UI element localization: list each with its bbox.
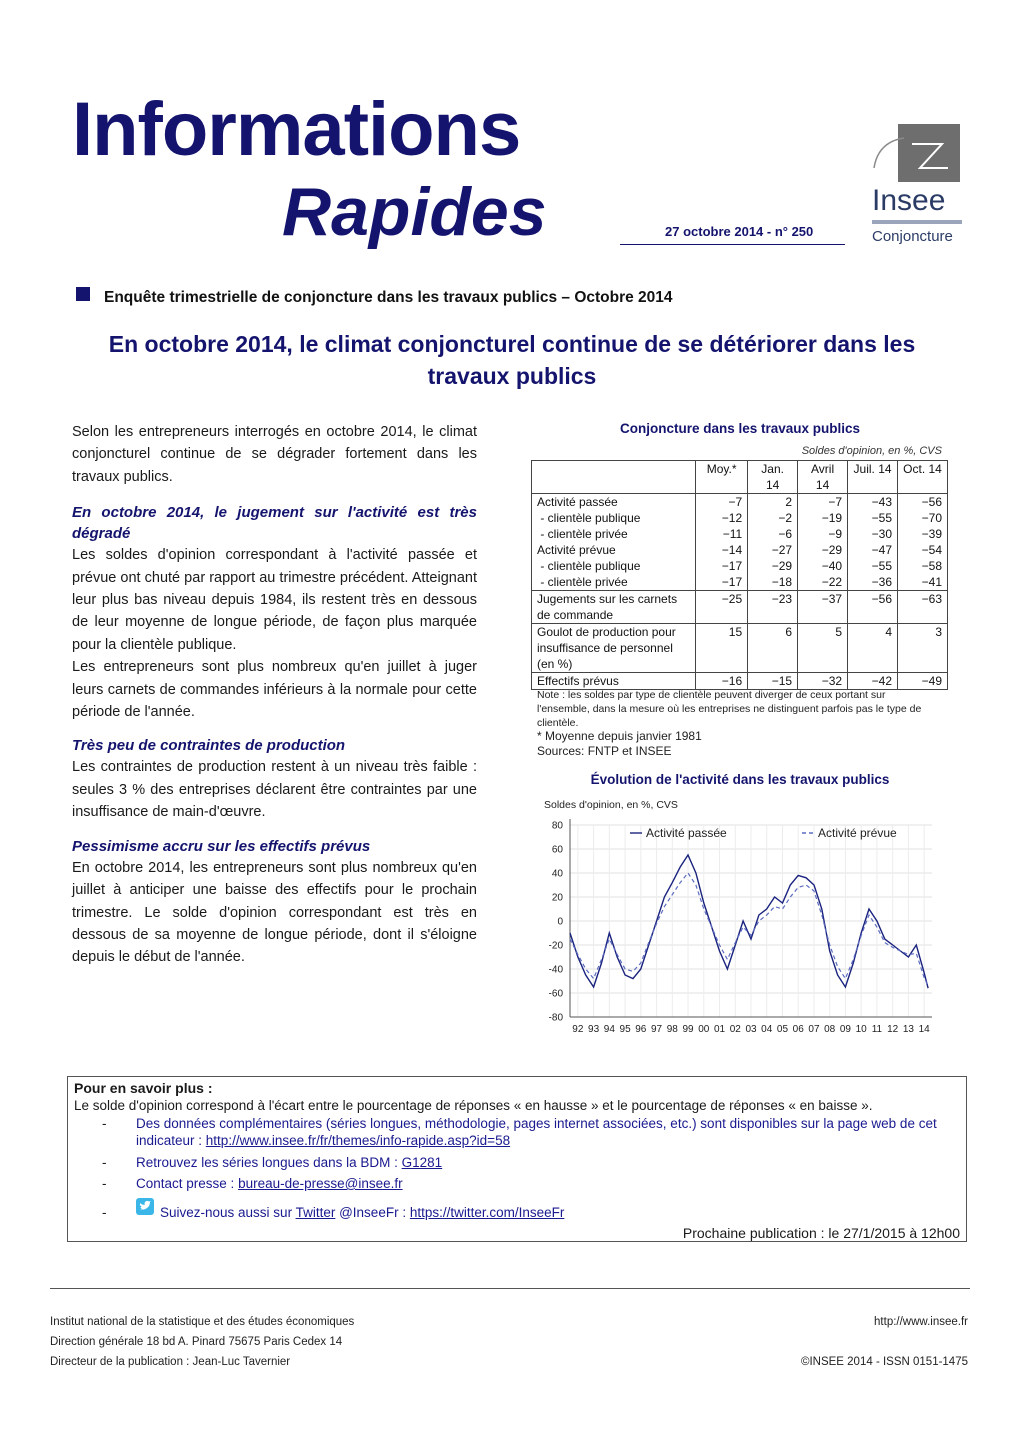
chart-y-tick-label: 0 bbox=[557, 916, 563, 928]
section-paragraph: Les contraintes de production restent à un niveau très faible : seules 3 % des entreprises déclarent être contraintes par une insuffisance de main-d'œuvre. bbox=[72, 759, 477, 821]
table-row-label: - clientèle privée bbox=[532, 574, 696, 591]
chart-x-tick-label: 02 bbox=[729, 1024, 741, 1035]
table-cell: −39 bbox=[898, 526, 948, 542]
chart-y-tick-label: -80 bbox=[548, 1012, 563, 1024]
table-footnote: * Moyenne depuis janvier 1981 bbox=[537, 729, 702, 743]
table-column-header: Avril 14 bbox=[798, 461, 848, 494]
table-cell: −17 bbox=[696, 558, 748, 574]
item-dash: - bbox=[102, 1205, 107, 1220]
table-cell: −58 bbox=[898, 558, 948, 574]
table-cell: 4 bbox=[848, 624, 898, 673]
table-cell: −2 bbox=[748, 510, 798, 526]
item-text: Suivez-nous aussi sur bbox=[160, 1205, 296, 1220]
chart-x-tick-label: 98 bbox=[666, 1024, 678, 1035]
logo-section: Conjoncture bbox=[872, 228, 953, 245]
logo-tagline-bar bbox=[872, 220, 962, 224]
table-cell: −55 bbox=[848, 558, 898, 574]
table-row-label: - clientèle publique bbox=[532, 510, 696, 526]
balance-definition: Le solde d'opinion correspond à l'écart entre le pourcentage de réponses « en hausse » et le pourcentage de réponses « en baisse ». bbox=[74, 1098, 873, 1113]
footer-url-link[interactable]: http://www.insee.fr bbox=[874, 1316, 968, 1328]
intro-paragraph: Selon les entrepreneurs interrogés en octobre 2014, le climat conjoncturel continue de se dégrader fortement dans les travaux publics. bbox=[72, 424, 477, 485]
chart-x-tick-label: 11 bbox=[871, 1024, 883, 1035]
table-row bbox=[532, 673, 948, 690]
table-column-header: Juil. 14 bbox=[848, 461, 898, 494]
chart-y-tick-label: -40 bbox=[548, 964, 563, 976]
table-cell: −12 bbox=[696, 510, 748, 526]
table-cell: 3 bbox=[898, 624, 948, 673]
chart-x-tick-label: 12 bbox=[887, 1024, 899, 1035]
chart-x-tick-label: 03 bbox=[745, 1024, 757, 1035]
table-column-header: Oct. 14 bbox=[898, 461, 948, 494]
table-cell: −32 bbox=[798, 673, 848, 690]
chart-x-tick-label: 08 bbox=[824, 1024, 836, 1035]
table-cell: 15 bbox=[696, 624, 748, 673]
table-cell: −17 bbox=[696, 574, 748, 591]
table-cell: −18 bbox=[748, 574, 798, 591]
survey-line: Enquête trimestrielle de conjoncture dans les travaux publics – Octobre 2014 bbox=[104, 289, 673, 306]
chart-x-tick-label: 10 bbox=[855, 1024, 867, 1035]
table-cell: −55 bbox=[848, 510, 898, 526]
table-row-label: Activité passée bbox=[532, 494, 696, 511]
section-paragraph: Les soldes d'opinion correspondant à l'activité passée et prévue ont chuté par rapport au trimestre précédent. Atteignant leur plus bas niveau depuis 1984, ils restent très en dessous de leur moyenne de longue période, de façon plus marquée pour la clientèle publique. bbox=[72, 547, 477, 653]
masthead-title: Informations bbox=[72, 87, 521, 172]
chart-x-tick-label: 14 bbox=[918, 1024, 930, 1035]
table-row-label: Activité prévue bbox=[532, 542, 696, 558]
footer-copyright: ©INSEE 2014 - ISSN 0151-1475 bbox=[800, 1356, 968, 1368]
table-row-label: - clientèle publique bbox=[532, 558, 696, 574]
table-cell: −15 bbox=[748, 673, 798, 690]
table-source-line: Sources: FNTP et INSEE bbox=[537, 744, 672, 758]
table-row-label: Effectifs prévus bbox=[532, 673, 696, 690]
footer-line: Institut national de la statistique et des études économiques bbox=[50, 1316, 355, 1328]
issue-date-number: 27 octobre 2014 - n° 250 bbox=[665, 224, 814, 239]
table-cell: −41 bbox=[898, 574, 948, 591]
table-cell: −27 bbox=[748, 542, 798, 558]
twitter-handle: @InseeFr : bbox=[335, 1205, 410, 1220]
table-cell: −47 bbox=[848, 542, 898, 558]
table-cell: −19 bbox=[798, 510, 848, 526]
table-cell: −9 bbox=[798, 526, 848, 542]
chart-x-tick-label: 99 bbox=[682, 1024, 694, 1035]
section-heading-activity: En octobre 2014, le jugement sur l'activité est très dégradé bbox=[72, 504, 477, 543]
table-cell: −43 bbox=[848, 494, 898, 511]
chart-x-tick-label: 95 bbox=[619, 1024, 631, 1035]
table-cell: −42 bbox=[848, 673, 898, 690]
table-cell: −37 bbox=[798, 591, 848, 624]
chart-y-tick-label: -60 bbox=[548, 988, 563, 1000]
table-row bbox=[532, 574, 948, 591]
insee-logo bbox=[868, 124, 968, 254]
chart-x-tick-label: 93 bbox=[588, 1024, 600, 1035]
table-subtitle: Soldes d'opinion, en %, CVS bbox=[801, 445, 942, 457]
masthead-rule bbox=[620, 244, 845, 245]
footer-right bbox=[801, 1312, 968, 1372]
chart-y-tick-label: 20 bbox=[551, 892, 563, 904]
item-text: Des données complémentaires (séries longues, méthodologie, pages internet associées, etc.) sont disponibles sur la page web de cet indicateur : bbox=[136, 1116, 937, 1148]
footer-line: Directeur de la publication : Jean-Luc Tavernier bbox=[50, 1356, 291, 1368]
more-info-box bbox=[67, 1076, 967, 1242]
table-cell: −6 bbox=[748, 526, 798, 542]
table-cell: −70 bbox=[898, 510, 948, 526]
item-text: Contact presse : bbox=[136, 1176, 239, 1191]
chart-y-axis-label: Soldes d'opinion, en %, CVS bbox=[544, 799, 678, 811]
table-row bbox=[532, 591, 948, 624]
chart-x-tick-label: 05 bbox=[776, 1024, 789, 1035]
table-note: Note : les soldes par type de clientèle peuvent diverger de ceux portant sur l'ensemble, dans la mesure où les entreprises ne distinguent parfois pas le type de clientèle. bbox=[537, 689, 922, 729]
chart-x-tick-label: 07 bbox=[808, 1024, 820, 1035]
table-row-label: - clientèle privée bbox=[532, 526, 696, 542]
indicator-page-link[interactable]: http://www.insee.fr/fr/themes/info-rapide.asp?id=58 bbox=[205, 1133, 511, 1148]
activity-line-chart bbox=[530, 795, 950, 1040]
footer-line: Direction générale 18 bd A. Pinard 75675 Paris Cedex 14 bbox=[50, 1336, 343, 1348]
chart-x-tick-label: 04 bbox=[761, 1024, 773, 1035]
chart-x-tick-label: 00 bbox=[698, 1024, 710, 1035]
chart-x-tick-label: 01 bbox=[713, 1024, 726, 1035]
table-column-header: Jan. 14 bbox=[748, 461, 798, 494]
table-column-header: Moy.* bbox=[696, 461, 748, 494]
item-dash: - bbox=[102, 1116, 107, 1131]
headline: En octobre 2014, le climat conjoncturel continue de se détériorer dans les travaux publics bbox=[108, 331, 916, 389]
chart-x-tick-label: 06 bbox=[792, 1024, 804, 1035]
twitter-url-link[interactable]: https://twitter.com/InseeFr bbox=[409, 1205, 565, 1220]
table-row bbox=[532, 624, 948, 673]
table-cell: −14 bbox=[696, 542, 748, 558]
logo-swoosh-icon bbox=[868, 132, 908, 172]
logo-name: Insee bbox=[872, 184, 946, 217]
section-heading-employment: Pessimisme accru sur les effectifs prévus bbox=[72, 837, 371, 855]
series-line-activite-passee bbox=[570, 855, 928, 988]
masthead-subtitle: Rapides bbox=[282, 174, 547, 250]
table-cell: 6 bbox=[748, 624, 798, 673]
table-cell: −36 bbox=[848, 574, 898, 591]
table-cell: −63 bbox=[898, 591, 948, 624]
table-cell: 5 bbox=[798, 624, 848, 673]
chart-x-tick-label: 96 bbox=[635, 1024, 647, 1035]
chart-y-tick-label: 40 bbox=[551, 868, 563, 880]
item-dash: - bbox=[102, 1155, 107, 1170]
table-cell: −7 bbox=[696, 494, 748, 511]
table-cell: −29 bbox=[798, 542, 848, 558]
conjuncture-table bbox=[531, 460, 948, 690]
twitter-link[interactable]: Twitter bbox=[295, 1205, 336, 1220]
table-cell: −49 bbox=[898, 673, 948, 690]
table-title: Conjoncture dans les travaux publics bbox=[619, 421, 861, 436]
square-bullet-icon bbox=[76, 287, 90, 301]
table-cell: −29 bbox=[748, 558, 798, 574]
chart-x-tick-label: 92 bbox=[572, 1024, 584, 1035]
footer-rule bbox=[50, 1288, 970, 1289]
table-row bbox=[532, 542, 948, 558]
table-row bbox=[532, 510, 948, 526]
chart-y-tick-label: -20 bbox=[548, 940, 563, 952]
table-row bbox=[532, 558, 948, 574]
table-cell: −56 bbox=[898, 494, 948, 511]
table-cell: −56 bbox=[848, 591, 898, 624]
press-email-link[interactable]: bureau-de-presse@insee.fr bbox=[238, 1176, 403, 1191]
next-publication: Prochaine publication : le 27/1/2015 à 12h00 bbox=[682, 1225, 960, 1241]
table-cell: −22 bbox=[798, 574, 848, 591]
section-heading-constraints: Très peu de contraintes de production bbox=[72, 737, 346, 755]
table-cell: −54 bbox=[898, 542, 948, 558]
legend-entry: Activité prévue bbox=[818, 826, 897, 840]
table-row-label: Jugements sur les carnets de commande bbox=[532, 591, 696, 624]
table-cell: −7 bbox=[798, 494, 848, 511]
table-cell: −11 bbox=[696, 526, 748, 542]
footer-institution bbox=[50, 1312, 354, 1372]
chart-title: Évolution de l'activité dans les travaux publics bbox=[590, 772, 890, 787]
table-cell: −40 bbox=[798, 558, 848, 574]
section-paragraph: En octobre 2014, les entrepreneurs sont plus nombreux qu'en juillet à anticiper une baisse des effectifs pour le prochain trimestre. Le solde d'opinion correspondant est très en dessous de sa moyenne de longue période, dont il s'éloigne depuis le début de l'année. bbox=[72, 859, 477, 966]
table-cell: −23 bbox=[748, 591, 798, 624]
chart-x-tick-label: 97 bbox=[651, 1024, 663, 1035]
table-row bbox=[532, 494, 948, 511]
chart-x-tick-label: 13 bbox=[902, 1024, 914, 1035]
more-info-title: Pour en savoir plus : bbox=[74, 1080, 213, 1096]
bdm-series-link[interactable]: G1281 bbox=[401, 1155, 443, 1170]
table-corner-cell bbox=[532, 461, 696, 494]
table-cell: −30 bbox=[848, 526, 898, 542]
chart-y-tick-label: 80 bbox=[551, 820, 563, 832]
twitter-bird-icon[interactable] bbox=[136, 1198, 154, 1215]
chart-x-tick-label: 94 bbox=[603, 1024, 615, 1035]
table-cell: −16 bbox=[696, 673, 748, 690]
table-cell: 2 bbox=[748, 494, 798, 511]
section-paragraph: Les entrepreneurs sont plus nombreux qu'en juillet à juger leurs carnets de commandes inférieurs à la normale pour cette période de l'année. bbox=[72, 659, 477, 721]
table-row-label: Goulot de production pour insuffisance de personnel (en %) bbox=[532, 624, 696, 673]
table-sources bbox=[537, 729, 702, 759]
article-body bbox=[72, 421, 477, 969]
table-cell: −25 bbox=[696, 591, 748, 624]
chart-x-tick-label: 09 bbox=[839, 1024, 851, 1035]
table-row bbox=[532, 526, 948, 542]
chart-y-tick-label: 60 bbox=[551, 844, 563, 856]
legend-entry: Activité passée bbox=[646, 826, 727, 840]
item-dash: - bbox=[102, 1176, 107, 1191]
item-text: Retrouvez les séries longues dans la BDM : bbox=[136, 1155, 402, 1170]
